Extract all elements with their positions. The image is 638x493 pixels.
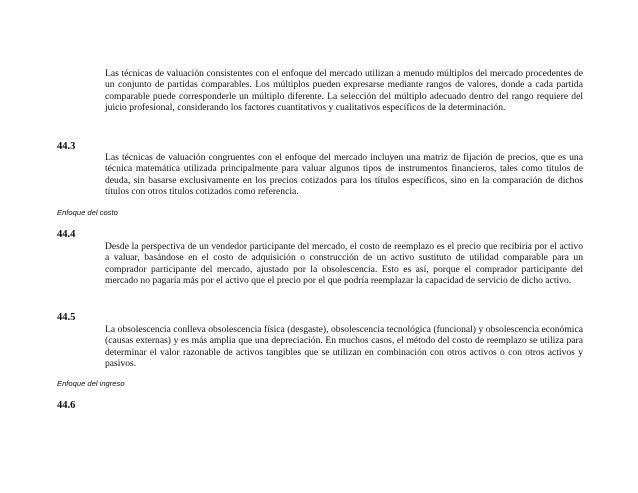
section-number-44-6: 44.6 bbox=[57, 400, 76, 411]
paragraph-44-3: Las técnicas de valuación congruentes con el enfoque del mercado incluyen una matriz de fijación de precios, que es una técnica matemática utilizada principalmente para valuar algunos tipos de instrumentos financieros, tales como títulos de deuda, sin basarse exclusivamente en los precios cotizados para los títulos específicos, sino en la comparación de dichos títulos con otros títulos cotizados como referencia. bbox=[105, 152, 583, 197]
subheading-cost-approach: Enfoque del costo bbox=[57, 208, 118, 217]
section-number-44-4: 44.4 bbox=[57, 229, 76, 240]
section-number-44-3: 44.3 bbox=[57, 141, 76, 152]
section-number-44-5: 44.5 bbox=[57, 312, 76, 323]
subheading-income-approach: Enfoque del ingreso bbox=[57, 379, 125, 388]
paragraph-44-5: La obsolescencia conlleva obsolescencia física (desgaste), obsolescencia tecnológica (funcional) y obsolescencia económica (causas externas) y es más amplia que una depreciación. En muchos casos, el método del costo de reemplazo se utiliza para determinar el valor razonable de activos tangibles que se utilizan en combinación con otros activos o con otros activos y pasivos. bbox=[105, 324, 583, 369]
paragraph-44-4: Desde la perspectiva de un vendedor participante del mercado, el costo de reemplazo es el precio que recibiría por el activo a valuar, basándose en el costo de adquisición o construcción de un activo sustituto de utilidad comparable para un comprador participante del mercado, ajustado por la obsolescencia. Esto es así, porque el comprador participante del mercado no pagaría más por el activo que el precio por el que podría reemplazar la capacidad de servicio de dicho activo. bbox=[105, 241, 583, 286]
paragraph-market-multiples: Las técnicas de valuación consistentes con el enfoque del mercado utilizan a menudo múltiplos del mercado procedentes de un conjunto de partidas comparables. Los múltiplos pueden expresarse mediante rangos de valores, donde a cada partida comparable puede corresponderle un múltiplo diferente. La selección del múltiplo adecuado dentro del rango requiere del juicio profesional, considerando los factores cuantitativos y cualitativos específicos de la determinación. bbox=[105, 68, 583, 113]
